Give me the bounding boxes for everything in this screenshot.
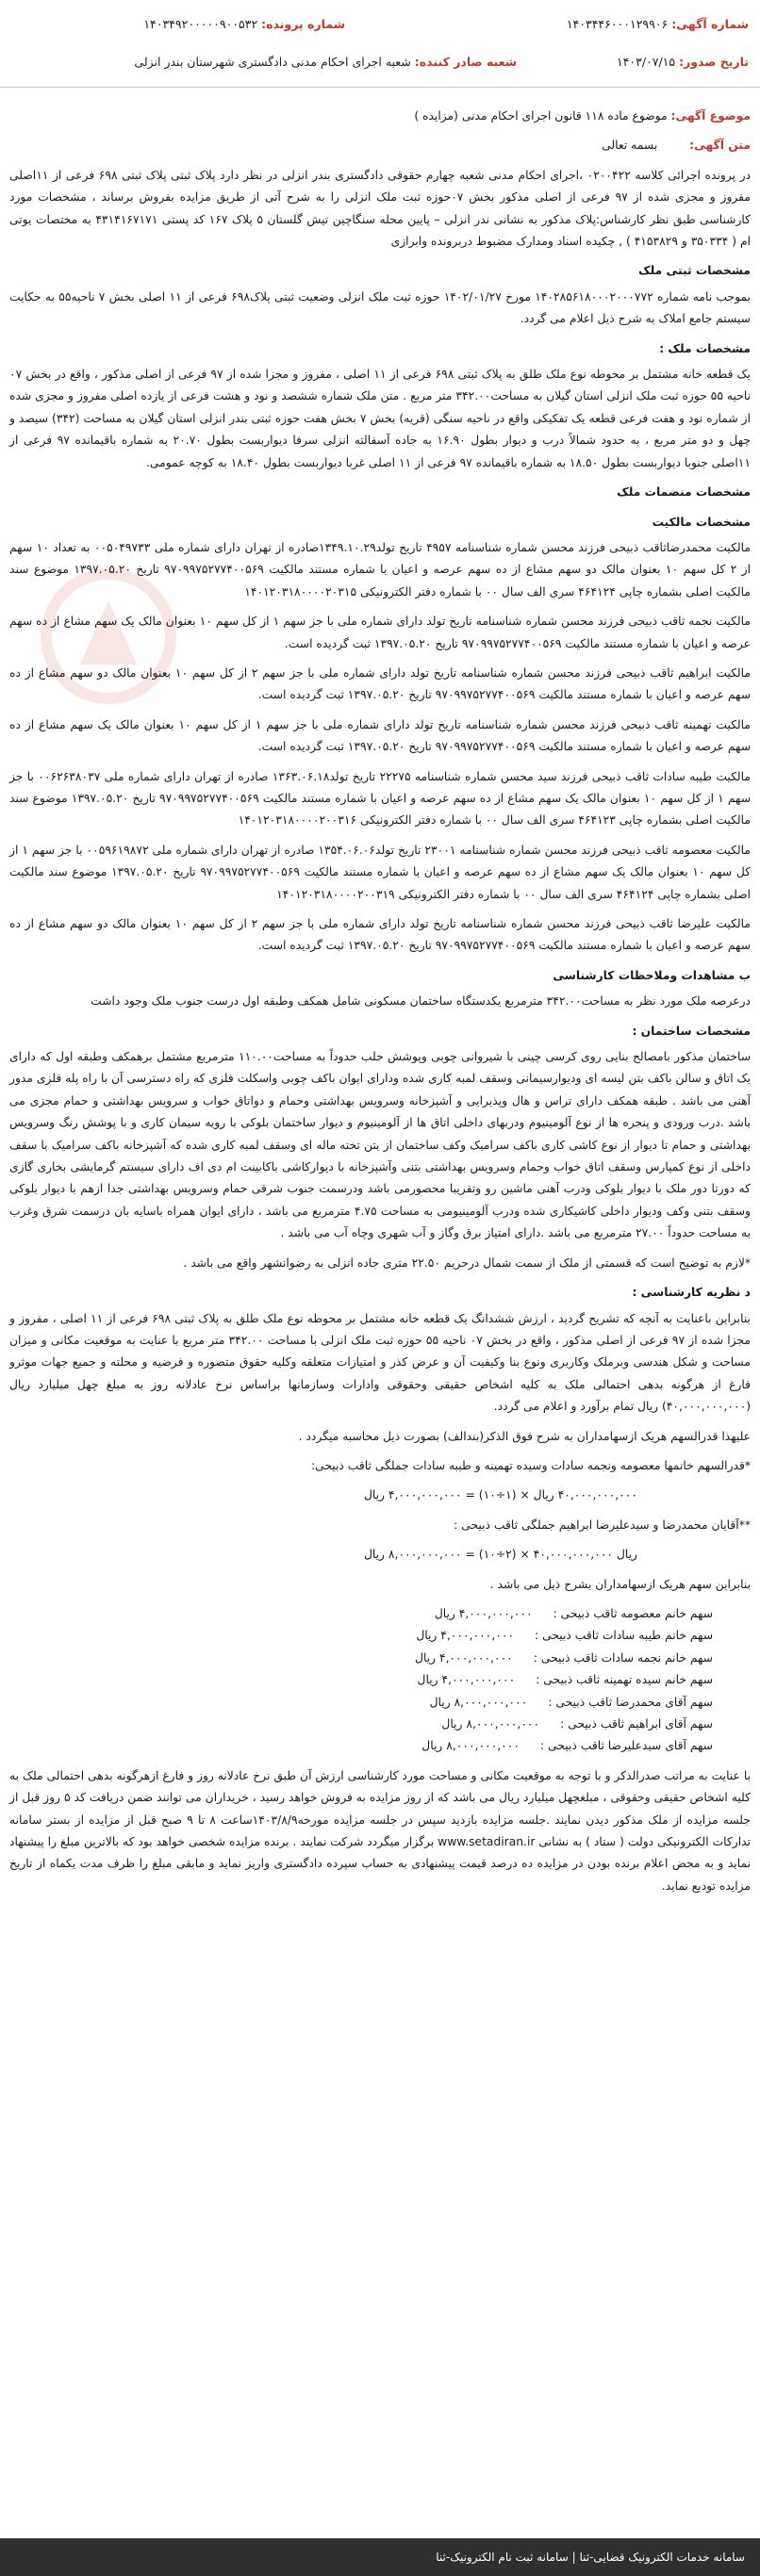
share-amount: ۸,۰۰۰,۰۰۰,۰۰۰ ریال bbox=[429, 1695, 528, 1709]
share-holder: سهم خانم سیده تهمینه ثاقب ذبیحی : bbox=[536, 1673, 713, 1687]
share-group1-calc: ۴۰,۰۰۰,۰۰۰,۰۰۰ ریال × (۱÷۱۰) = ۴,۰۰۰,۰۰۰,۰۰۰ ریال bbox=[363, 1488, 637, 1502]
subject-label: موضوع آگهی: bbox=[670, 109, 751, 123]
easements-title: مشخصات منضمات ملک bbox=[617, 485, 751, 500]
share-holder: سهم خانم نجمه سادات ثاقب ذبیحی : bbox=[533, 1650, 713, 1665]
building-title: مشخصات ساختمان : bbox=[632, 1024, 751, 1038]
owner-paragraph: مالکیت علیرضا ثاقب ذبیحی فرزند محسن شماره شناسنامه تاریخ تولد دارای شماره ملی با جز سهم ۲ از کل سهم ۱۰ بعنوان مالک دو سهم مشاع از ده سهم عرصه و اعیان با شماره مستند مالکیت ۹۷۰۹۹۷۵۲۷۷۴۰۰۵۶۹ تاریخ ۱۳۹۷.۰۵.۲۰ ثبت گردیده است. bbox=[9, 917, 752, 953]
share-amount: ۴,۰۰۰,۰۰۰,۰۰۰ ریال bbox=[416, 1629, 515, 1643]
share-calc-intro: علیهذا قدرالسهم هریک ازسهامداران به شرح فوق الذکر(بندالف) بصورت ذیل محاسبه میگردد . bbox=[298, 1429, 751, 1443]
ad-number-label: شماره آگهی: bbox=[671, 17, 749, 31]
share-row bbox=[9, 1648, 713, 1669]
share-row bbox=[9, 1735, 713, 1757]
owner-paragraph: مالکیت ابراهیم ثاقب ذبیحی فرزند محسن شماره شناسنامه تاریخ تولد دارای شماره ملی با جز سهم ۲ از کل سهم ۱۰ بعنوان مالک دو سهم مشاع از ده سهم عرصه و اعیان با شماره مستند مالکیت ۹۷۰۹۹۷۵۲۷۷۴۰۰۵۶۹ تاریخ ۱۳۹۷.۰۵.۲۰ ثبت گردیده است. bbox=[9, 665, 752, 702]
note-paragraph: *لازم به توضیح است که قسمتی از ملک از سمت شمال درحریم ۲۲.۵۰ متری جاده انزلی به رضوانشهر واقع می باشد . bbox=[183, 1255, 751, 1270]
owner-paragraph: مالکیت تهمینه ثاقب ذبیحی فرزند محسن شماره شناسنامه تاریخ تولد دارای شماره ملی با جز سهم ۱ از کل سهم ۱۰ بعنوان مالک یک سهم مشاع از ده سهم عرصه و اعیان با شماره مستند مالکیت ۹۷۰۹۹۷۵۲۷۷۴۰۰۵۶۹ تاریخ ۱۳۹۷.۰۵.۲۰ ثبت گردیده است. bbox=[9, 717, 752, 754]
subject-line bbox=[9, 106, 751, 127]
case-number-label: شماره پرونده: bbox=[261, 17, 345, 31]
share-list-intro: بنابراین سهم هریک ازسهامداران بشرح ذیل می باشد . bbox=[489, 1577, 751, 1591]
ad-number-value: ۱۴۰۳۴۴۶۰۰۰۱۲۹۹۰۶ bbox=[566, 17, 669, 31]
share-row bbox=[9, 1603, 713, 1625]
issue-date-value: ۱۴۰۳/۰۷/۱۵ bbox=[616, 55, 676, 69]
body-label-line bbox=[9, 135, 751, 156]
registry-paragraph: بموجب نامه شماره ۱۴۰۲۸۵۶۱۸۰۰۰۲۰۰۰۷۷۲ مورخ ۱۴۰۲/۰۱/۲۷ حوزه ثبت ملک انزلی وضعیت ثبتی پلاک۶۹۸ فرعی از ۱۱ اصلی بخش ۷ ناحیه۵۵ به حکایت سیستم جامع املاک به شرح ذیل اعلام می گردد. bbox=[9, 289, 751, 326]
share-holder: سهم آقای ابراهیم ثاقب ذبیحی : bbox=[560, 1717, 713, 1731]
footer-bar bbox=[0, 2538, 760, 2576]
owner-paragraph: مالکیت طیبه سادات ثاقب ذبیحی فرزند سید محسن شماره شناسنامه ۲۲۲۷۵ تاریخ تولد۱۳۶۳.۰۶.۱۸ صادره از تهران دارای شماره ملی ۰۰۶۲۶۳۸۰۳۷ با جز سهم ۱ از کل سهم ۱۰ بعنوان مالک یک سهم مشاع از ده سهم عرصه و اعیان با شماره مستند مالکیت ۹۷۰۹۹۷۵۲۷۷۴۰۰۵۶۹ تاریخ ۱۳۹۷.۰۵.۲۰ موضوع سند مالکیت اصلی بشماره چاپی ۴۶۴۱۲۳ سری الف سال ۰۰ با شماره دفتر الکترونیکی ۱۴۰۱۲۰۳۱۸۰۰۰۰۲۰۰۳۱۶ bbox=[9, 769, 752, 828]
issuer-label: شعبه صادر کننده: bbox=[414, 55, 517, 69]
share-holder: سهم آقای محمدرضا ثاقب ذبیحی : bbox=[548, 1695, 713, 1709]
owner-paragraph: مالکیت معصومه ثاقب ذبیحی فرزند محسن شماره شناسنامه ۲۳۰۰۱ تاریخ تولد۱۳۵۴.۰۶.۰۶ صادره از تهران دارای شماره ملی ۰۰۵۹۶۱۹۸۷۲ با جز سهم ۱ از کل سهم ۱۰ بعنوان مالک یک سهم مشاع از ده سهم عرصه و اعیان با شماره مستند مالکیت ۹۷۰۹۹۷۵۲۷۷۴۰۰۵۶۹ تاریخ ۱۳۹۷.۰۵.۲۰ موضوع سند مالکیت اصلی بشماره چاپی ۴۶۴۱۲۴ سری الف سال ۰۰ با شماره دفتر الکترونیکی ۱۴۰۱۲۰۳۱۸۰۰۰۰۲۰۰۳۱۹ bbox=[9, 843, 752, 901]
expert-observations-title: ب مشاهدات وملاحظات کارشناسی bbox=[553, 968, 751, 982]
expert-observations-paragraph: درعرصه ملک مورد نظر به مساحت۳۴۲.۰۰ مترمربع یکدستگاه ساختمان مسکونی شامل همکف وطبقه اول درست جنوب ملک وجود داشت bbox=[91, 994, 751, 1009]
share-amount: ۸,۰۰۰,۰۰۰,۰۰۰ ریال bbox=[421, 1739, 520, 1753]
bismillah: بسمه تعالی bbox=[602, 139, 658, 153]
owner-paragraph: مالکیت محمدرضاثاقب ذبیحی فرزند محسن شماره شناسنامه ۴۹۵۷ تاریخ تولد۱۳۴۹.۱۰.۲۹صادره از تهران دارای شماره ملی ۰۰۵۰۴۹۷۳۳ به تعداد ۱۰ سهم از ۲ کل سهم ۱۰ بعنوان مالک دو سهم مشاع از ده سهم عرصه و اعیان با شماره مستند مالکیت ۹۷۰۹۹۷۵۲۷۷۴۰۰۵۶۹ تاریخ ۱۳۹۷.۰۵.۲۰ موضوع سند مالکیت اصلی بشماره چاپی ۴۶۴۱۲۴ سری الف سال ۰۰ با شماره دفتر الکترونیکی ۱۴۰۱۲۰۳۱۸۰۰۰۰۲۰۳۱۵ bbox=[9, 540, 751, 599]
property-paragraph: یک قطعه خانه مشتمل بر محوطه نوع ملک طلق به پلاک ثبتی ۶۹۸ فرعی از ۱۱ اصلی ، مفروز و مجزا شده از ۹۷ فرعی از اصلی مذکور ، واقع در بخش ۰۷ ناحیه ۵۵ حوزه ثبت ملک انزلی استان گیلان به مساحت۳۴۲.۰۰ متر مربع . متن ملک شماره ششصد و نود و هشت فرعی از یازده اصلی مفروز و مجزی شده از شماره نود و هفت فرعی قطعه یک تفکیکی واقع در ناحیه سنگی (قریه) بخش ۷ بخش هفت حوزه ثبتی بندر انزلی استان گیلان به مساحت (۳۴۲) سیصد و چهل و دو متر مربع ، به حدود شمالاً درب و دیوار بطول ۱۶.۹۰ به جاده آسفالته انزلی سرفا دیواربست بطول ۲۰.۷۰ به شماره باقیمانده ۹۷ فرعی از ۱۱اصلی جنوبا دیواربست بطول ۱۸.۵۰ به شماره باقیمانده ۹۷ فرعی از ۱۱ اصلی غربا دیواربست بطول ۱۸.۴۰ به کوچه عمومی. bbox=[9, 368, 752, 469]
building-paragraph: ساختمان مذکور بامصالح بنایی روی کرسی چینی با شیروانی چوبی وپوشش حلب حدوداً به مساحت۱۱۰.۰۰ مترمربع مشتمل برهمکف وطبقه اول که دارای یک اتاق و سالن باکف بتن لیسه ای ودیوارسیمانی وسقف لمبه کاری شده ودارای ایوان باکف چوبی واسکلت فلزی که راه دسترسی آن با راه پله فلزی مدور آهنی می باشد . طبقه همکف دارای تراس و هال وپذیرایی و آشپزخانه وسرویس بهداشتی وحمام و دواتاق خواب و سرویس بهداشتی و حمام مجزی می باشد .درب ورودی و پنجره ها از نوع آلومینیوم ودربهای داخلی اتاق ها از آلومینیوم و دیوار ساختمان بلوکی با رویه سیمان کاری و با پوشش رنگ وسرویس بهداشتی و حمام تا دیوار از نوع کاشی کاری باکف سرامیک وکف ساختمان از بتن تخته ماله ای وسقف لمبه کاری شده که آشپزخانه باکف سرامیک با سقف داخلی از نوع کمپارس وسقف اتاق خواب وحمام وسرویس بهداشتی بتنی وآشپزخانه با دیوارکاشی باکابینت ام دی اف دارای سیستم گرمایشی بخاری گازی که دورتا دور ملک با دیوار بلوکی ودرب آهنی ماشین رو وتقریبا محصورمی باشد ودرسمت جنوب شرقی حمام وسرویس بهداشتی جدا ازهم با دیوار بلوکی وسقف بتنی وکف ودیوار داخلی کاشیکاری شده ودرب آلومینیومی به مساحت ۴.۷۵ مترمربع می باشد ، دارای ایوان همراه باسایه بان درسمت شرق وغرب به مساحت حدوداً ۲۷.۰۰ مترمربع می باشد .دارای امتیاز برق وگاز و آب شهری وچاه آب می باشد . bbox=[9, 1050, 751, 1240]
share-group2-intro: **آقایان محمدرضا و سیدعلیرضا ابراهیم جملگی ثاقب ذبیحی : bbox=[454, 1518, 751, 1532]
footer-text: سامانه خدمات الکترونیک قضایی-ثنا | سامانه ثبت نام الکترونیک-ثنا bbox=[436, 2551, 745, 2564]
issue-date-label: تاریخ صدور: bbox=[679, 55, 749, 69]
share-group1-intro: *قدرالسهم خانمها معصومه ونجمه سادات وسیده تهمینه و طیبه سادات جملگی ثاقب ذبیحی: bbox=[310, 1458, 751, 1472]
share-row bbox=[9, 1669, 713, 1691]
case-number-row bbox=[143, 17, 345, 31]
body-label: متن آگهی: bbox=[689, 139, 751, 153]
ad-content bbox=[9, 106, 751, 1905]
issuer-value: شعبه اجرای احکام مدنی دادگستری شهرستان بندر انزلی bbox=[134, 55, 411, 69]
ad-number-row bbox=[567, 17, 749, 31]
valuation-title: د نظریه کارشناسی : bbox=[632, 1286, 751, 1300]
final-paragraph: با عنایت به مراتب صدرالذکر و با توجه به موقعیت مکانی و مساحت مورد کارشناسی ارزش آن طبق نرخ عادلانه روز و فارغ ازهرگونه بدهی احتمالی ملک به کلیه اشخاص حقیقی وحقوقی ، مبلغچهل میلیارد ریال می باشد که از روز مزایده به فروش خواهد رسید ، خریداران می توانند ضمن دریافت کد ۵ روز قبل از جلسه مزایده از ملک مذکور دیدن نمایند .جلسه مزایده بازدید سپس در جلسه مزایده مورخه۱۴۰۳/۸/۹ساعت ۸ تا ۹ صبح قبل از مزایده از بستر سامانه تدارکات الکترونیکی دولت ( ستاد ) به نشانی www.setadiran.ir برگزار میگردد شرکت نمایند . برنده مزایده شخصی خواهد بود که بالاترین مبلغ را پیشنهاد نماید و به محض اعلام برنده بودن در مزایده ده درصد قیمت پیشنهادی به حساب سپرده دادگستری واریز نماید و مابقی مبلغ را ظرف مدت یکماه از تاریخ مزایده تودیع نماید. bbox=[9, 1768, 751, 1893]
share-holder: سهم خانم طیبه سادات ثاقب ذبیحی : bbox=[535, 1629, 713, 1643]
share-row bbox=[9, 1714, 713, 1735]
share-group2-calc: ریال ۴۰,۰۰۰,۰۰۰,۰۰۰ × (۲÷۱۰) = ۸,۰۰۰,۰۰۰,۰۰۰ ریال bbox=[363, 1548, 637, 1562]
valuation-paragraph: بنابراین باعنایت به آنچه که تشریح گردید ، ارزش ششدانگ یک قطعه خانه مشتمل بر محوطه نوع ملک طلق به پلاک ثبتی ۶۹۸ فرعی از ۱۱ اصلی ، مفروز و مجزا شده از ۹۷ فرعی از اصلی مذکور ، واقع در بخش ۰۷ ناحیه ۵۵ حوزه ثبت ملک انزلی با مساحت ۳۴۲.۰۰ متر مربع با عنایت به موقعیت مکانی و میزان مساحت و شکل هندسی وبرملک وکاربری ونوع بنا وکیفیت آن و عرض کذر و امتیازات متعلقه وکلیه حقوق متصوره و فرضیه و محلته و جمیع جهات موثرو فارغ از هرگونه بدهی احتمالی ملک به کلیه اشخاص حقیقی وحقوقی وادارات وسازمانها براساس نرخ عادلانه روز به مبلغ چهل میلیارد ریال (۴۰,۰۰۰,۰۰۰,۰۰۰) ریال تمام برآورد و اعلام می گردد. bbox=[9, 1311, 751, 1414]
share-amount: ۴,۰۰۰,۰۰۰,۰۰۰ ریال bbox=[434, 1606, 533, 1620]
intro-paragraph: در پرونده اجرائی کلاسه ۰۲۰۰۴۲۲ ،اجرای احکام مدنی شعبه چهارم حقوقی دادگستری بندر انزلی در نظر دارد پلاک ثبتی پلاک ثبتی ۶۹۸ فرعی از ۱۱اصلی مفروز و مجزی شده از ۹۷ فرعی از اصلی مذکور بخش ۰۷حوزه ثبت ملک انزلی را به شرح آتی از طریق مزایده بفروش برساند ، مشخصات مورد کارشناسی طبق نظر کارشناس:پلاک مذکور به نشانی ندر انزلی – پایین محله سنگاچین تیش گلستان ۵ پلاک ۱۶۷ کد پستی ۴۳۱۴۱۶۷۱۷۱ به مختصات یوتی ام ( ۳۵۰۳۳۴ و ۴۱۵۳۸۲۹ ) , چکیده اسناد ومدارک مضبوط دربرونده وابرازی bbox=[9, 168, 751, 249]
registry-title: مشخصات ثبتی ملک bbox=[638, 264, 751, 278]
owner-paragraph: مالکیت نجمه ثاقب ذبیحی فرزند محسن شماره شناسنامه تاریخ تولد دارای شماره ملی با جز سهم ۱ از کل سهم ۱۰ بعنوان مالک یک سهم مشاع از ده سهم عرصه و اعیان با شماره مستند مالکیت ۹۷۰۹۹۷۵۲۷۷۴۰۰۵۶۹ تاریخ ۱۳۹۷.۰۵.۲۰ ثبت گردیده است. bbox=[9, 615, 751, 650]
issue-date-row bbox=[617, 55, 749, 69]
ownership-title: مشخصات مالکیت bbox=[652, 515, 751, 529]
share-amount: ۴,۰۰۰,۰۰۰,۰۰۰ ریال bbox=[417, 1673, 516, 1687]
share-holder: سهم خانم معصومه ثاقب ذبیحی : bbox=[553, 1606, 713, 1620]
subject-text: موضوع ماده ۱۱۸ قانون اجرای احکام مدنی (مزایده ) bbox=[414, 109, 668, 123]
share-row bbox=[9, 1625, 713, 1647]
share-amount: ۸,۰۰۰,۰۰۰,۰۰۰ ریال bbox=[441, 1717, 540, 1731]
share-list bbox=[9, 1603, 751, 1758]
share-row bbox=[9, 1692, 713, 1714]
case-number-value: ۱۴۰۳۴۹۲۰۰۰۰۰۹۰۰۵۳۲ bbox=[143, 17, 258, 31]
issuer-row bbox=[134, 55, 517, 69]
share-holder: سهم آقای سیدعلیرضا ثاقب ذبیحی : bbox=[540, 1739, 713, 1753]
share-amount: ۴,۰۰۰,۰۰۰,۰۰۰ ریال bbox=[415, 1650, 513, 1665]
property-title: مشخصات ملک : bbox=[659, 341, 751, 355]
header-bar bbox=[0, 0, 760, 88]
